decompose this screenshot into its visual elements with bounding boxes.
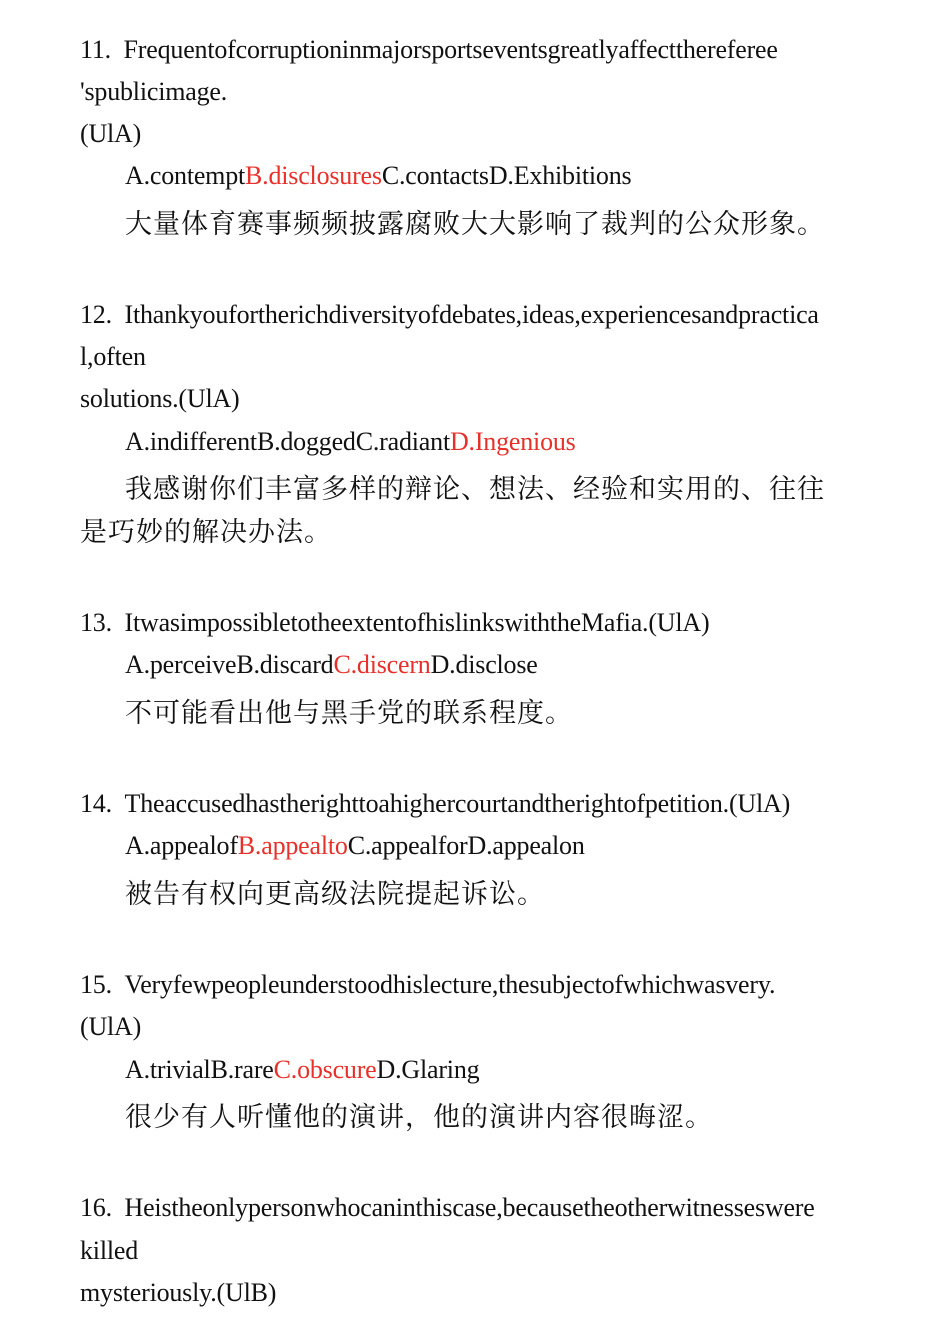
answer-options bbox=[125, 1055, 479, 1085]
question-stem-line: mysteriously.(UlB) bbox=[80, 1278, 277, 1307]
answer-options bbox=[125, 427, 576, 457]
question-stem-line bbox=[80, 300, 819, 330]
option-d: D.disclose bbox=[430, 650, 538, 679]
question-stem-line: solutions.(UlA) bbox=[80, 384, 240, 413]
option-a: A.indifferent bbox=[125, 427, 257, 456]
question-number: 16. bbox=[80, 1193, 112, 1222]
option-c: C.contacts bbox=[381, 161, 489, 190]
chinese-translation: 被告有权向更高级法院提起诉讼。 bbox=[125, 879, 545, 910]
question-stem-line bbox=[80, 35, 778, 65]
question-number: 14. bbox=[80, 789, 112, 818]
chinese-translation: 是巧妙的解决办法。 bbox=[80, 517, 332, 548]
question-stem-line: l,often bbox=[80, 342, 146, 371]
option-a: A.perceive bbox=[125, 650, 237, 679]
question-number: 15. bbox=[80, 970, 112, 999]
option-c-correct: C.discern bbox=[333, 650, 431, 679]
chinese-translation: 我感谢你们丰富多样的辩论、想法、经验和实用的、往往 bbox=[125, 474, 825, 505]
question-stem-text: Heistheonlypersonwhocaninthiscase,becausetheotherwitnesseswere bbox=[124, 1193, 815, 1222]
option-c: C.radiant bbox=[355, 427, 450, 456]
question-number: 13. bbox=[80, 608, 112, 637]
question-stem-text: ItwasimpossibletotheextentofhislinkswiththeMafia.(UlA) bbox=[124, 608, 710, 637]
question-stem-text: Frequentofcorruptioninmajorsportseventsgreatlyaffectthereferee bbox=[123, 35, 778, 64]
option-a: A.appealof bbox=[125, 831, 238, 860]
question-stem-text: Theaccusedhastherighttoahighercourtandtherightofpetition.(UlA) bbox=[124, 789, 791, 818]
option-d: D.appealon bbox=[467, 831, 585, 860]
option-c-correct: C.obscure bbox=[273, 1055, 377, 1084]
option-d: D.Exhibitions bbox=[488, 161, 632, 190]
question-number: 11. bbox=[80, 35, 111, 64]
answer-options bbox=[125, 161, 631, 191]
question-stem-line: 'spublicimage. bbox=[80, 77, 228, 106]
question-stem-text: Veryfewpeopleunderstoodhislecture,thesubjectofwhichwasvery. bbox=[124, 970, 776, 999]
answer-options bbox=[125, 831, 585, 861]
question-stem-line bbox=[80, 789, 790, 819]
question-stem-line bbox=[80, 1193, 815, 1223]
option-b: B.discard bbox=[236, 650, 334, 679]
option-a: A.contempt bbox=[125, 161, 246, 190]
option-c: C.appealfor bbox=[347, 831, 468, 860]
option-d-correct: D.Ingenious bbox=[449, 427, 576, 456]
option-d: D.Glaring bbox=[376, 1055, 480, 1084]
option-b-correct: B.disclosures bbox=[245, 161, 382, 190]
question-stem-line bbox=[80, 608, 709, 638]
answer-options bbox=[125, 650, 538, 680]
option-b: B.dogged bbox=[256, 427, 356, 456]
question-number: 12. bbox=[80, 300, 112, 329]
question-stem-line: (UlA) bbox=[80, 1012, 142, 1041]
option-a: A.trivial bbox=[125, 1055, 211, 1084]
question-stem-line bbox=[80, 970, 775, 1000]
option-b: B.rare bbox=[210, 1055, 274, 1084]
question-stem-text: Ithankyoufortherichdiversityofdebates,ideas,experiencesandpractica bbox=[124, 300, 819, 329]
option-b-correct: B.appealto bbox=[237, 831, 348, 860]
question-stem-line: killed bbox=[80, 1236, 139, 1265]
chinese-translation: 很少有人听懂他的演讲，他的演讲内容很晦涩。 bbox=[125, 1102, 713, 1133]
chinese-translation: 大量体育赛事频频披露腐败大大影响了裁判的公众形象。 bbox=[125, 209, 825, 240]
question-stem-line: (UlA) bbox=[80, 119, 142, 148]
chinese-translation: 不可能看出他与黑手党的联系程度。 bbox=[125, 698, 573, 729]
